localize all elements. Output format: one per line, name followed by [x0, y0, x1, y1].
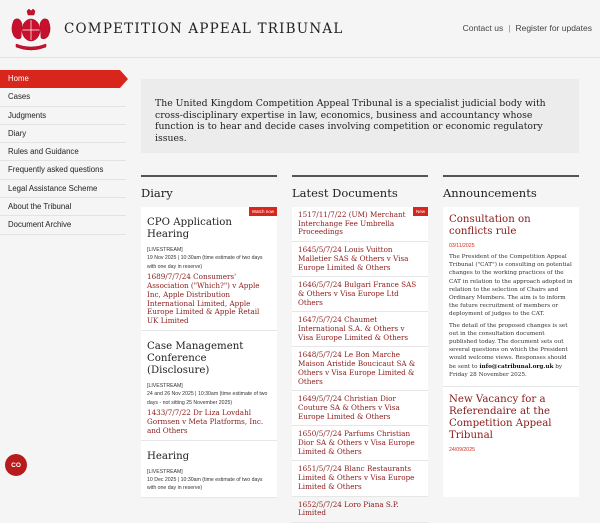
announcement-date: 03/11/2025 [449, 243, 475, 249]
announcements-section [443, 175, 579, 497]
sidebar-item-judgments[interactable]: Judgments [0, 107, 126, 125]
diary-list[interactable] [141, 207, 277, 497]
sidebar-item-cases[interactable]: Cases [0, 88, 126, 106]
diary-item-livestream: [LIVESTREAM] [147, 247, 183, 253]
sidebar-item-rules[interactable]: Rules and Guidance [0, 143, 126, 161]
announcement-title[interactable]: New Vacancy for a Referendaire at the Competition Appeal Tribunal [449, 394, 552, 442]
document-link[interactable]: 1648/5/7/24 Le Bon Marche Maison Aristide Boucicaut SA & Others v Visa Europe Limited & Others [292, 347, 428, 391]
announcement-item[interactable] [443, 387, 579, 461]
announcements-list[interactable] [443, 207, 579, 497]
announcement-item[interactable] [443, 207, 579, 387]
document-link[interactable]: 1646/5/7/24 Bulgari France SAS & Others v Visa Europe Ltd Others [292, 277, 428, 312]
diary-item-time: 19 Nov 2025 | 10:30am (time estimate of two days with one day in reserve) [147, 255, 263, 270]
register-updates-link[interactable]: Register for updates [515, 23, 592, 33]
announcement-text: The detail of the proposed changes is set out in the consultation document published today. The document sets out several questions on which the President would welcome views. Responses should be sent to [449, 322, 568, 370]
documents-heading: Latest Documents [292, 175, 428, 199]
cookie-settings-button[interactable]: CO [5, 454, 27, 476]
announcements-heading: Announcements [443, 175, 579, 199]
announcement-body [449, 253, 573, 379]
header-links [463, 23, 592, 33]
sidebar-item-legal-assistance[interactable]: Legal Assistance Scheme [0, 180, 126, 198]
announcement-paragraph: The President of the Competition Appeal Tribunal ("CAT") is consulting on potential changes to the working practices of the CAT in relation to the approach adopted in relation to the selection of Chairs and Ordinary Members. The aim is to inform the future recruitment of members or deployment of judges to the CAT. [449, 254, 573, 318]
documents-list[interactable] [292, 207, 428, 518]
watch-now-badge[interactable]: Watch now [249, 207, 277, 216]
sidebar-item-diary[interactable]: Diary [0, 125, 126, 143]
sidebar-item-faq[interactable]: Frequently asked questions [0, 161, 126, 179]
documents-section [292, 175, 428, 518]
royal-crest-icon[interactable] [8, 8, 54, 50]
document-link[interactable]: 1650/5/7/24 Parfums Christian Dior SA & Others v Visa Europe Limited & Others [292, 426, 428, 461]
diary-item-title[interactable]: Case Management Conference (Disclosure) [147, 341, 244, 376]
intro-text: The United Kingdom Competition Appeal Tribunal is a specialist judicial body with cross-disciplinary expertise in law, economics, business and accountancy whose function is to hear and decide cases involving competition or economic regulatory issues. [141, 79, 579, 153]
diary-item[interactable] [141, 441, 277, 498]
announcement-paragraph [449, 322, 573, 379]
diary-item[interactable] [141, 331, 277, 441]
diary-item-case-link[interactable]: 1433/7/7/22 Dr Liza Lovdahl Gormsen v Meta Platforms, Inc. and Others [147, 408, 264, 435]
document-link[interactable]: 1649/5/7/24 Christian Dior Couture SA & Others v Visa Europe Limited & Others [292, 391, 428, 426]
document-link[interactable]: 1645/5/7/24 Louis Vuitton Malletier SAS & Others v Visa Europe Limited & Others [292, 242, 428, 277]
diary-item-case-link[interactable]: 1689/7/7/24 Consumers' Association ("Which?") v Apple Inc, Apple Distribution International Limited, Apple Europe Limited & Apple Retail UK Limited [147, 272, 260, 326]
diary-item-title[interactable]: Hearing [147, 450, 190, 462]
contact-email-link[interactable]: info@catribunal.org.uk [479, 363, 554, 370]
sidebar-item-home[interactable]: Home [0, 70, 120, 88]
document-link[interactable]: 1652/5/7/24 Loro Piana S.P. Limited [292, 497, 428, 523]
site-title[interactable]: COMPETITION APPEAL TRIBUNAL [64, 21, 344, 37]
diary-heading: Diary [141, 175, 277, 199]
diary-item-livestream: [LIVESTREAM] [147, 468, 183, 475]
new-badge: New [413, 207, 428, 216]
diary-item-livestream: [LIVESTREAM] [147, 383, 183, 389]
contact-us-link[interactable]: Contact us [462, 23, 504, 33]
link-separator: | [508, 23, 511, 33]
diary-item-time: 24 and 26 Nov 2025 | 10:30am (time estimate of two days - not sitting 25 November 2025) [147, 391, 268, 406]
document-link[interactable]: 1647/5/7/24 Chaumet International S.A. & Others v Visa Europe Limited & Others [292, 312, 428, 347]
document-link[interactable]: 1517/11/7/22 (UM) Merchant Interchange Fee Umbrella Proceedings [292, 207, 428, 242]
announcement-title[interactable]: Consultation on conflicts rule [449, 214, 531, 237]
site-header [0, 0, 600, 58]
sidebar-item-archive[interactable]: Document Archive [0, 216, 126, 234]
diary-item-title[interactable]: CPO Application Hearing [147, 217, 232, 240]
diary-item-time: 10 Dec 2025 | 10:30am (time estimate of two days with one day in reserve) [147, 477, 263, 492]
sidebar-item-about[interactable]: About the Tribunal [0, 198, 126, 216]
diary-item[interactable] [141, 207, 277, 331]
announcement-date: 24/09/2025 [449, 447, 475, 454]
diary-section [141, 175, 277, 497]
announcement-text: by Friday 28 November 2025. [449, 363, 563, 378]
sidebar-nav [0, 70, 126, 235]
document-link[interactable]: 1651/5/7/24 Blanc Restaurants Limited & Others v Visa Europe Limited & Others [292, 461, 428, 496]
